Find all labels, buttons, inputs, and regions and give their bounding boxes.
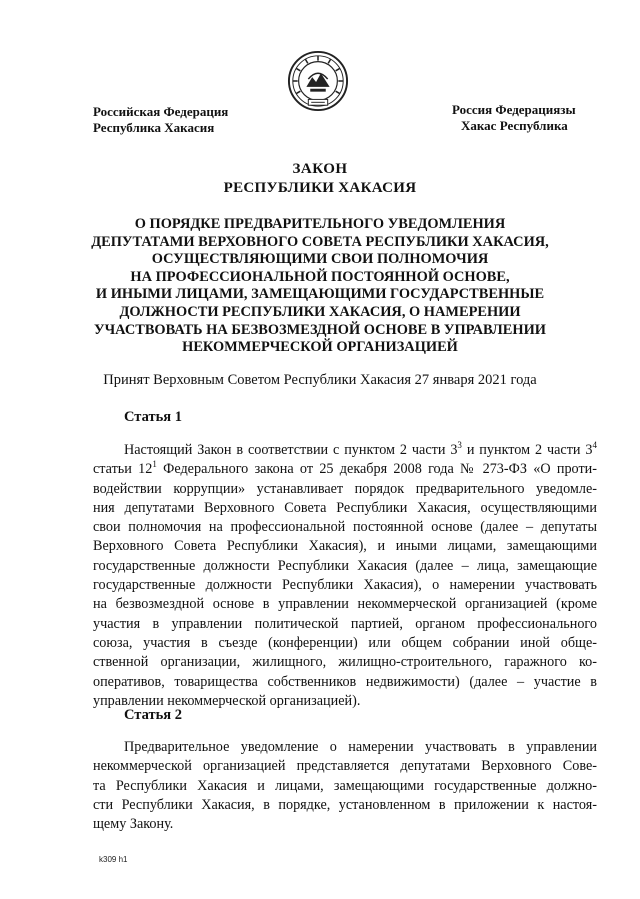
header-left: [93, 104, 228, 136]
law-title-line: ДЕПУТАТАМИ ВЕРХОВНОГО СОВЕТА РЕСПУБЛИКИ ХАКАСИЯ,: [91, 233, 549, 250]
coat-of-arms-icon: [287, 50, 349, 112]
paragraph-line: Настоящий Закон в соответствии с пунктом 2 части $3^3$ и пунктом 2 части $3^4$: [124, 440, 597, 458]
law-title-line: О ПОРЯДКЕ ПРЕДВАРИТЕЛЬНОГО УВЕДОМЛЕНИЯ: [134, 216, 506, 232]
paragraph-line: управлении некоммерческой организацией).: [93, 692, 361, 709]
paragraph-line: свои полномочия на профессиональной постоянной основе (далее – депутаты: [93, 519, 597, 536]
paragraph-line: некоммерческой организацией представляется депутатами Верховного Сове-: [93, 758, 597, 775]
law-title-line: УЧАСТВОВАТЬ НА БЕЗВОЗМЕЗДНОЙ ОСНОВЕ В УПРАВЛЕНИИ: [94, 321, 546, 338]
document-id: k309 h1: [99, 855, 128, 864]
paragraph-line: союза, участия в съезде (конференции) или общем собрании иной обще-: [93, 634, 597, 651]
paragraph-line: ния депутатами Верховного Совета Республики Хакасия, осуществляющими: [93, 499, 597, 516]
header-left-line1: Российская Федерация: [93, 104, 229, 119]
law-title-line: НА ПРОФЕССИОНАЛЬНОЙ ПОСТОЯННОЙ ОСНОВЕ,: [130, 268, 510, 285]
paragraph-line: та Республики Хакасия и лицами, замещающими государственные должно-: [93, 777, 597, 794]
paragraph-line: Верховного Совета Республики Хакасия), и иными лицами, замещающими: [93, 538, 597, 555]
paragraph-line: водействии коррупции» устанавливает порядок предварительного уведомле-: [93, 480, 597, 497]
article-1-text: [93, 441, 597, 711]
adoption-statement: Принят Верховным Советом Республики Хакасия 27 января 2021 года: [103, 372, 537, 388]
paragraph-line: щему Закону.: [93, 816, 174, 833]
header-right-line1: Россия Федерациязы: [452, 102, 576, 117]
paragraph-line: на безвозмездной основе в управлении некоммерческой организацией (кроме: [93, 596, 597, 613]
superscript: 4: [592, 440, 597, 450]
header-right: [452, 102, 576, 134]
header-left-line2: Республика Хакасия: [93, 120, 215, 135]
paragraph-line: государственные должности Республики Хакасия), о намерении участвовать: [93, 577, 597, 594]
law-title-line: НЕКОММЕРЧЕСКОЙ ОРГАНИЗАЦИЕЙ: [182, 339, 458, 356]
paragraph-line: ственной организации, жилищного, жилищно-строительного, гаражного ко-: [93, 654, 597, 671]
law-title-line: ОСУЩЕСТВЛЯЮЩИМИ СВОИ ПОЛНОМОЧИЯ: [151, 251, 489, 268]
law-republic: РЕСПУБЛИКИ ХАКАСИЯ: [223, 180, 417, 196]
article-1-heading: Статья 1: [124, 409, 182, 425]
paragraph-line: Предварительное уведомление о намерении участвовать в управлении: [124, 739, 597, 755]
paragraph-line: сти Республики Хакасия, в порядке, установленном в приложении к настоя-: [93, 796, 597, 813]
paragraph-line: участия в управлении политической партией, органом профессионального: [93, 615, 597, 632]
superscript: 3: [457, 440, 462, 450]
superscript: 1: [152, 459, 157, 470]
paragraph-line: статьи $12^1$ Федерального закона от 25 декабря 2008 года № 273-ФЗ «О проти-: [93, 459, 597, 478]
law-title: [0, 216, 640, 357]
article-2-heading: Статья 2: [124, 707, 182, 723]
paragraph-line: оперативов, товарищества собственников недвижимости) (далее – участие в: [93, 673, 597, 690]
header-right-line2: Хакас Республика: [461, 118, 568, 133]
law-title-line: И ИНЫМИ ЛИЦАМИ, ЗАМЕЩАЮЩИМИ ГОСУДАРСТВЕННЫЕ: [95, 286, 545, 303]
paragraph-line: государственные должности Республики Хакасия (далее – лица, замещающие: [93, 557, 597, 574]
article-2-text: [93, 738, 597, 834]
law-title-line: ДОЛЖНОСТИ РЕСПУБЛИКИ ХАКАСИЯ, О НАМЕРЕНИИ: [119, 303, 521, 320]
law-type: ЗАКОН: [292, 161, 348, 177]
